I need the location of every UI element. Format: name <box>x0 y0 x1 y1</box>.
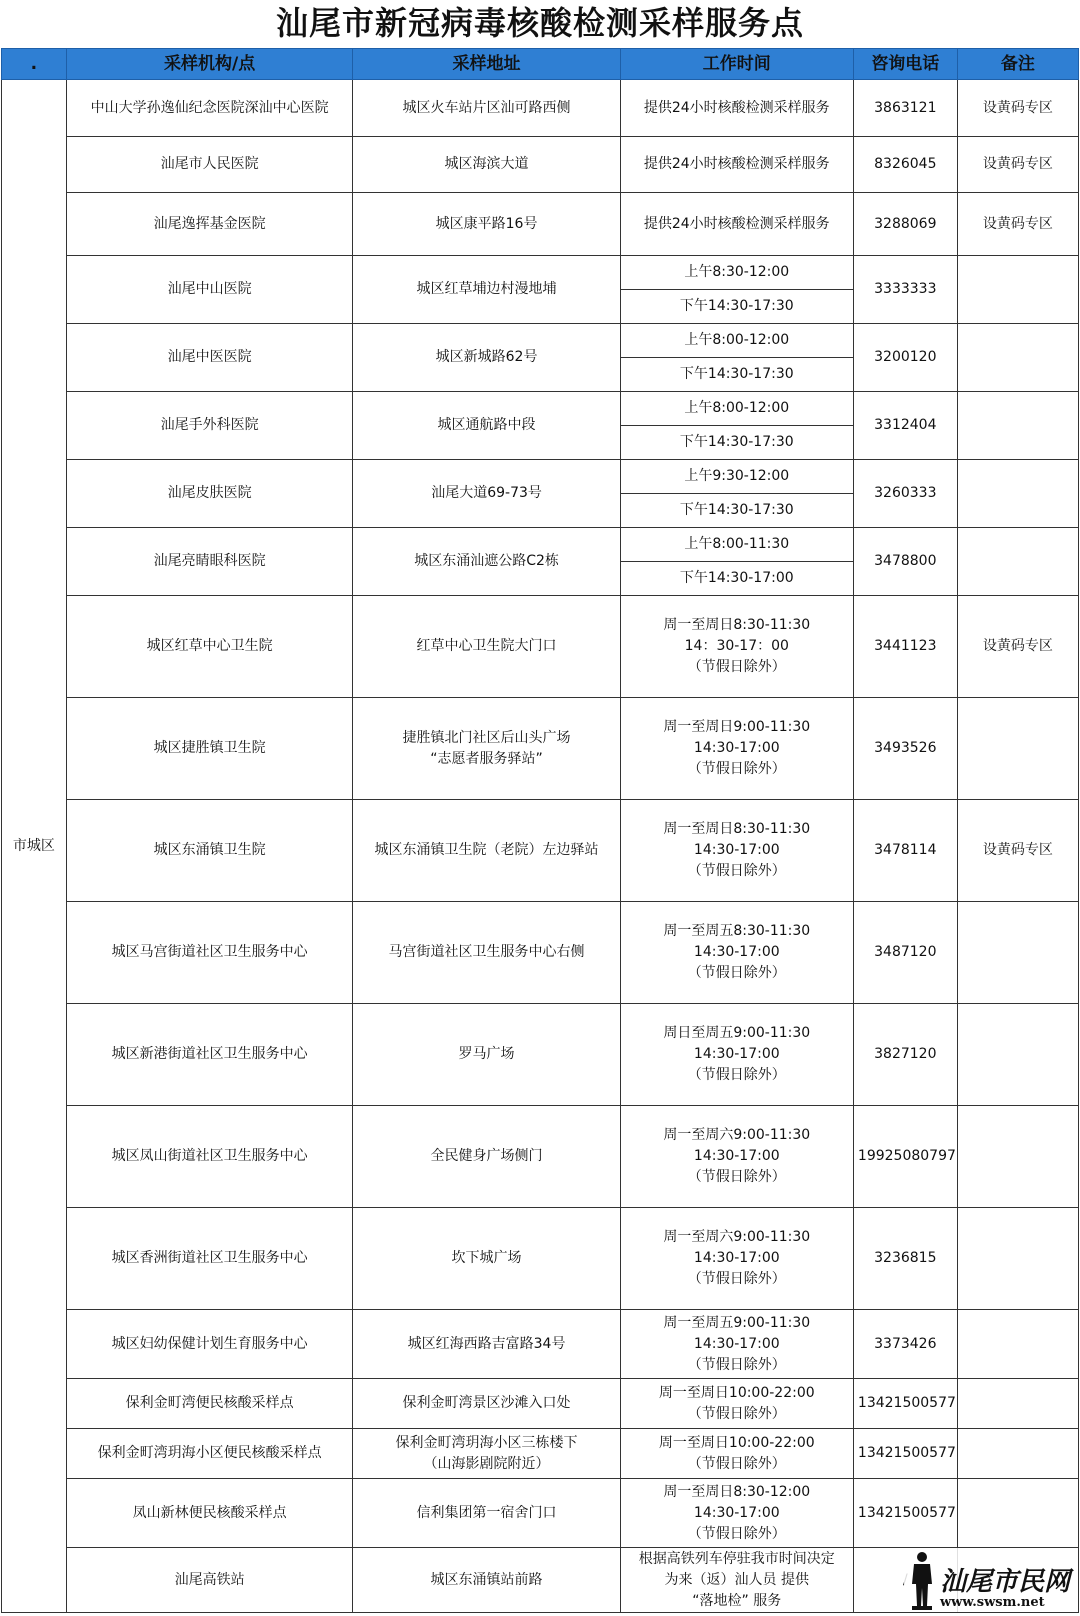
note-cell <box>957 1310 1078 1379</box>
hours-line: 周一至周日8:30-11:30 <box>663 617 811 633</box>
org-cell: 城区东涌镇卫生院 <box>66 800 353 902</box>
address-cell: 城区通航路中段 <box>353 392 620 460</box>
org-cell: 汕尾市人民医院 <box>66 137 353 193</box>
hours-cell <box>620 1004 853 1106</box>
header-row <box>2 49 1079 80</box>
site-watermark <box>904 1548 1074 1612</box>
hours-line: （节假日除外） <box>687 761 786 777</box>
hours-cell <box>620 1106 853 1208</box>
hours-cell <box>620 1479 853 1548</box>
address-cell: 汕尾大道69-73号 <box>353 460 620 528</box>
address-cell: 保利金町湾景区沙滩入口处 <box>353 1379 620 1429</box>
note-cell: 设黄码专区 <box>957 137 1078 193</box>
hours-line: 14:30-17:00 <box>693 1046 780 1062</box>
hours-line: 周一至周日8:30-11:30 <box>663 821 811 837</box>
note-cell <box>957 1004 1078 1106</box>
hours-line: 14:30-17:00 <box>693 1250 780 1266</box>
statue-icon <box>908 1550 936 1610</box>
hours-line: 周日至周五9:00-11:30 <box>663 1025 811 1041</box>
table-row <box>2 1379 1079 1429</box>
hours-cell <box>620 800 853 902</box>
address-cell: 城区东涌镇卫生院（老院）左边驿站 <box>353 800 620 902</box>
org-cell: 汕尾逸挥基金医院 <box>66 193 353 256</box>
address-cell: 罗马广场 <box>353 1004 620 1106</box>
phone-cell: 3312404 <box>853 392 957 460</box>
hours-line: 14:30-17:00 <box>693 1504 780 1521</box>
hours-am-cell: 上午8:30-12:00 <box>620 256 853 290</box>
hours-cell <box>620 902 853 1004</box>
header-address: 采样地址 <box>353 49 620 80</box>
header-org: 采样机构/点 <box>66 49 353 80</box>
table-row <box>2 392 1079 426</box>
hours-cell: 提供24小时核酸检测采样服务 <box>620 137 853 193</box>
note-cell <box>957 528 1078 596</box>
hours-line: 14:30-17:00 <box>693 842 780 858</box>
note-cell <box>957 460 1078 528</box>
address-cell: 城区康平路16号 <box>353 193 620 256</box>
hours-line: （节假日除外） <box>687 1169 786 1185</box>
org-cell: 城区新港街道社区卫生服务中心 <box>66 1004 353 1106</box>
org-cell: 城区红草中心卫生院 <box>66 596 353 698</box>
table-row <box>2 1004 1079 1106</box>
hours-line: 根据高铁列车停驻我市时间决定 <box>638 1550 835 1567</box>
hours-line: （节假日除外） <box>687 1455 786 1472</box>
org-cell: 汕尾中山医院 <box>66 256 353 324</box>
note-cell <box>957 1379 1078 1429</box>
note-cell <box>957 1479 1078 1548</box>
page-title: 汕尾市新冠病毒核酸检测采样服务点 <box>275 4 804 42</box>
hours-cell <box>620 1310 853 1379</box>
hours-cell <box>620 596 853 698</box>
hours-line: 周一至周五8:30-11:30 <box>663 923 811 939</box>
note-cell <box>957 902 1078 1004</box>
hours-line: 周一至周六9:00-11:30 <box>663 1229 811 1245</box>
address-cell: 全民健身广场侧门 <box>353 1106 620 1208</box>
note-cell <box>957 1106 1078 1208</box>
org-cell: 汕尾高铁站 <box>66 1548 353 1613</box>
phone-cell: 3827120 <box>853 1004 957 1106</box>
watermark-url: www.swsm.net <box>939 1595 1045 1610</box>
hours-line: 周一至周日10:00-22:00 <box>658 1434 815 1451</box>
address-cell: 城区红草埔边村漫地埔 <box>353 256 620 324</box>
phone-cell: 3333333 <box>853 256 957 324</box>
address-line: 红草中心卫生院大门口 <box>416 638 557 654</box>
phone-cell: 3236815 <box>853 1208 957 1310</box>
hours-line: 为来（返）汕人员 提供 <box>664 1571 809 1588</box>
hours-line: 14:30-17:00 <box>693 1335 780 1352</box>
phone-cell: 3200120 <box>853 324 957 392</box>
address-cell: 马宫街道社区卫生服务中心右侧 <box>353 902 620 1004</box>
address-line: （山海影剧院附近） <box>423 1455 550 1472</box>
table-row <box>2 137 1079 193</box>
hours-cell: 提供24小时核酸检测采样服务 <box>620 193 853 256</box>
address-cell: 城区火车站片区汕可路西侧 <box>353 80 620 137</box>
header-index: . <box>2 49 67 80</box>
org-cell: 汕尾中医医院 <box>66 324 353 392</box>
hours-line: （节假日除外） <box>687 1405 786 1422</box>
table-row <box>2 902 1079 1004</box>
hours-pm-cell: 下午14:30-17:30 <box>620 290 853 324</box>
org-cell: 城区捷胜镇卫生院 <box>66 698 353 800</box>
table-row <box>2 596 1079 698</box>
note-cell <box>957 256 1078 324</box>
hours-pm-cell: 下午14:30-17:00 <box>620 562 853 596</box>
note-cell: 设黄码专区 <box>957 596 1078 698</box>
org-cell: 城区凤山街道社区卫生服务中心 <box>66 1106 353 1208</box>
hours-line: （节假日除外） <box>687 863 786 879</box>
address-cell <box>353 596 620 698</box>
hours-line: 周一至周五9:00-11:30 <box>663 1314 811 1331</box>
phone-cell: 13421500577 <box>853 1479 957 1548</box>
hours-line: 周一至周日10:00-22:00 <box>658 1384 815 1401</box>
note-cell <box>957 698 1078 800</box>
note-cell: 设黄码专区 <box>957 80 1078 137</box>
address-cell <box>353 1429 620 1479</box>
org-cell: 凤山新林便民核酸采样点 <box>66 1479 353 1548</box>
phone-cell: 19925080797 <box>853 1106 957 1208</box>
table-row <box>2 460 1079 494</box>
header-hours: 工作时间 <box>620 49 853 80</box>
hours-am-cell: 上午9:30-12:00 <box>620 460 853 494</box>
hours-line: 周一至周日9:00-11:30 <box>663 719 811 735</box>
hours-am-cell: 上午8:00-12:00 <box>620 324 853 358</box>
hours-line: （节假日除外） <box>687 1271 786 1287</box>
region-cell: 市城区 <box>2 80 67 1613</box>
hours-line: （节假日除外） <box>687 659 786 675</box>
hours-cell <box>620 1208 853 1310</box>
hours-am-cell: 上午8:00-11:30 <box>620 528 853 562</box>
phone-cell: 8326045 <box>853 137 957 193</box>
phone-cell: 3478800 <box>853 528 957 596</box>
table-row <box>2 324 1079 358</box>
note-cell <box>957 324 1078 392</box>
hours-line: 周一至周六9:00-11:30 <box>663 1127 811 1143</box>
phone-cell: 13421500577 <box>853 1379 957 1429</box>
org-cell: 汕尾手外科医院 <box>66 392 353 460</box>
table-row <box>2 1479 1079 1548</box>
note-cell <box>957 1208 1078 1310</box>
address-line: “志愿者服务驿站” <box>430 750 543 767</box>
table-row <box>2 698 1079 800</box>
note-cell <box>957 392 1078 460</box>
org-cell: 城区妇幼保健计划生育服务中心 <box>66 1310 353 1379</box>
table-row <box>2 1310 1079 1379</box>
note-cell <box>957 1429 1078 1479</box>
hours-cell <box>620 1379 853 1429</box>
table-row <box>2 80 1079 137</box>
phone-cell: 3373426 <box>853 1310 957 1379</box>
org-cell: 城区马宫街道社区卫生服务中心 <box>66 902 353 1004</box>
address-cell: 城区海滨大道 <box>353 137 620 193</box>
org-cell: 保利金町湾便民核酸采样点 <box>66 1379 353 1429</box>
address-cell: 信利集团第一宿舍门口 <box>353 1479 620 1548</box>
address-cell: 城区新城路62号 <box>353 324 620 392</box>
sampling-points-table <box>1 48 1079 1613</box>
address-line: 保利金町湾玥海小区三栋楼下 <box>395 1434 578 1451</box>
phone-cell: 13421500577 <box>853 1429 957 1479</box>
hours-cell <box>620 1429 853 1479</box>
table-row <box>2 1429 1079 1479</box>
phone-cell: 3487120 <box>853 902 957 1004</box>
hours-pm-cell: 下午14:30-17:30 <box>620 358 853 392</box>
phone-cell: 3863121 <box>853 80 957 137</box>
table-row <box>2 1106 1079 1208</box>
hours-line: （节假日除外） <box>687 1067 786 1083</box>
address-cell <box>353 698 620 800</box>
phone-cell: 3478114 <box>853 800 957 902</box>
org-cell: 中山大学孙逸仙纪念医院深汕中心医院 <box>66 80 353 137</box>
hours-line: “落地检” 服务 <box>692 1592 782 1609</box>
hours-line: （节假日除外） <box>687 1356 786 1373</box>
hours-cell <box>620 1548 853 1613</box>
phone-cell: 3493526 <box>853 698 957 800</box>
org-cell: 汕尾亮睛眼科医院 <box>66 528 353 596</box>
hours-pm-cell: 下午14:30-17:30 <box>620 494 853 528</box>
hours-line: 周一至周日8:30-12:00 <box>663 1483 811 1500</box>
hours-line: 14:30-17:00 <box>693 944 780 960</box>
phone-cell: 3260333 <box>853 460 957 528</box>
hours-line: 14:30-17:00 <box>693 740 780 756</box>
address-cell: 城区东涌镇站前路 <box>353 1548 620 1613</box>
hours-line: （节假日除外） <box>687 1525 786 1542</box>
hours-cell <box>620 698 853 800</box>
address-cell: 城区东涌汕遮公路C2栋 <box>353 528 620 596</box>
address-cell: 坎下城广场 <box>353 1208 620 1310</box>
table-row <box>2 528 1079 562</box>
org-cell: 城区香洲街道社区卫生服务中心 <box>66 1208 353 1310</box>
org-cell: 保利金町湾玥海小区便民核酸采样点 <box>66 1429 353 1479</box>
phone-cell: 3441123 <box>853 596 957 698</box>
hours-cell: 提供24小时核酸检测采样服务 <box>620 80 853 137</box>
note-cell: 设黄码专区 <box>957 193 1078 256</box>
org-cell: 汕尾皮肤医院 <box>66 460 353 528</box>
table-row <box>2 256 1079 290</box>
hours-pm-cell: 下午14:30-17:30 <box>620 426 853 460</box>
header-phone: 咨询电话 <box>853 49 957 80</box>
address-cell: 城区红海西路吉富路34号 <box>353 1310 620 1379</box>
table-row <box>2 193 1079 256</box>
table-row <box>2 1208 1079 1310</box>
phone-cell: 3288069 <box>853 193 957 256</box>
hours-line: 14：30-17：00 <box>684 638 789 654</box>
hours-am-cell: 上午8:00-12:00 <box>620 392 853 426</box>
hours-line: （节假日除外） <box>687 965 786 981</box>
hours-line: 14:30-17:00 <box>693 1148 780 1164</box>
address-line: 捷胜镇北门社区后山头广场 <box>402 729 571 746</box>
watermark-name: 汕尾市民网 <box>939 1567 1070 1597</box>
header-note: 备注 <box>957 49 1078 80</box>
note-cell: 设黄码专区 <box>957 800 1078 902</box>
table-row <box>2 800 1079 902</box>
